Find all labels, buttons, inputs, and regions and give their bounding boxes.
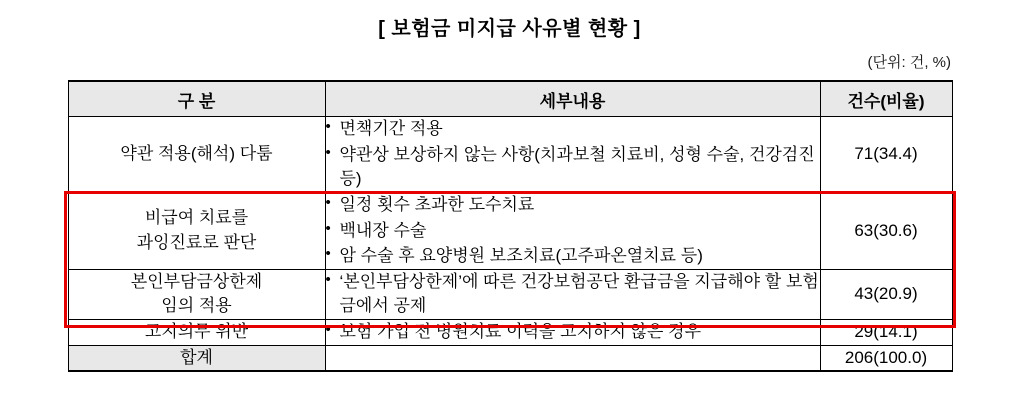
- table-row: [68, 320, 952, 346]
- row-category: [68, 269, 325, 319]
- detail-item: • 면책기간 적용: [326, 117, 820, 142]
- table-row: [68, 192, 952, 269]
- total-details: [325, 345, 820, 371]
- statistics-table: [68, 80, 953, 372]
- table-container: [68, 80, 952, 372]
- detail-item: • 일정 횟수 초과한 도수치료: [326, 193, 820, 218]
- row-count: 71(34.4): [820, 117, 952, 193]
- column-header-details: 세부내용: [325, 81, 820, 117]
- row-details: [325, 320, 820, 346]
- unit-note: (단위: 건, %): [867, 54, 951, 71]
- detail-item: • ‘본인부담상한제’에 따른 건강보험공단 환급금을 지급해야 할 보험금에서 공제: [326, 270, 820, 319]
- table-header-row: [68, 81, 952, 117]
- row-category-line2: 과잉진료로 판단: [136, 232, 257, 252]
- table-row: [68, 117, 952, 193]
- detail-item: • 백내장 수술: [326, 219, 820, 244]
- total-count: 206(100.0): [820, 345, 952, 371]
- row-category-line2: 임의 적용: [161, 296, 232, 316]
- row-category: 고지의무 위반: [68, 320, 325, 346]
- row-count: 29(14.1): [820, 320, 952, 346]
- total-label: 합계: [68, 345, 325, 371]
- detail-item: • 약관상 보상하지 않는 사항(치과보철 치료비, 성형 수술, 건강검진 등): [326, 143, 820, 192]
- page-title: [ 보험금 미지급 사유별 현황 ]: [378, 18, 641, 40]
- row-count: 63(30.6): [820, 192, 952, 269]
- row-count: 43(20.9): [820, 269, 952, 319]
- row-details: [325, 269, 820, 319]
- row-category: [68, 192, 325, 269]
- detail-item: • 보험 가입 전 병원치료 이력을 고지하지 않은 경우: [326, 320, 820, 345]
- detail-item: • 암 수술 후 요양병원 보조치료(고주파온열치료 등): [326, 244, 820, 269]
- row-category-line1: 본인부담금상한제: [130, 271, 263, 291]
- row-details: [325, 117, 820, 193]
- row-category-line1: 비급여 치료를: [144, 208, 249, 228]
- row-category: 약관 적용(해석) 다툼: [68, 117, 325, 193]
- table-row: [68, 269, 952, 319]
- column-header-count: 건수(비율): [820, 81, 952, 117]
- column-header-category: 구 분: [68, 81, 325, 117]
- row-details: [325, 192, 820, 269]
- table-total-row: [68, 345, 952, 371]
